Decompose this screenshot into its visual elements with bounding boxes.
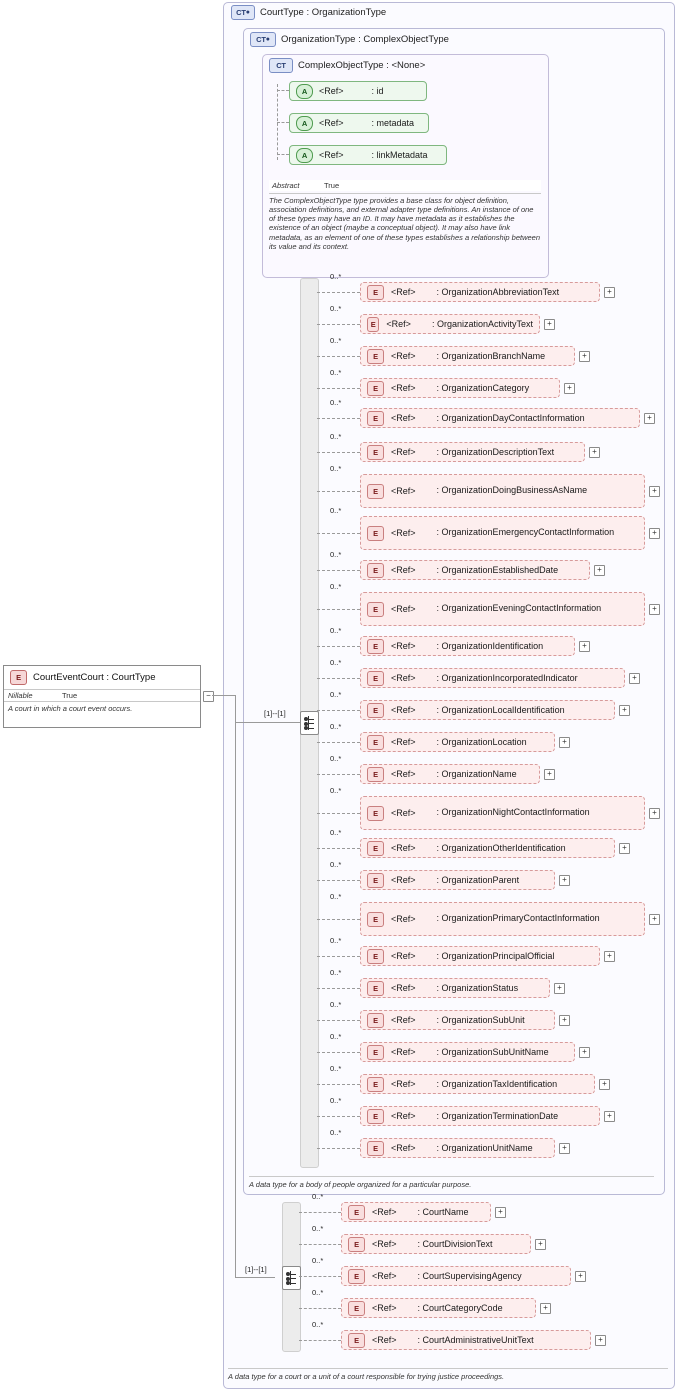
element-badge-icon: E xyxy=(367,1141,384,1156)
court-footnote-divider xyxy=(228,1368,668,1369)
element-connector xyxy=(317,1020,360,1021)
element-occurrence: 0..* xyxy=(330,432,342,441)
element-occurrence: 0..* xyxy=(330,626,342,635)
organization-occurs-label: [1]--[1] xyxy=(264,709,286,718)
element-occurrence: 0..* xyxy=(330,936,342,945)
element-badge-icon: E xyxy=(367,602,384,617)
element-ref: <Ref> xyxy=(372,1239,397,1249)
element-ref: <Ref> xyxy=(391,808,416,818)
panel-organizationtype-header xyxy=(250,32,449,47)
element-ref: <Ref> xyxy=(391,413,416,423)
element-connector xyxy=(317,570,360,571)
element-badge-icon: E xyxy=(367,411,384,426)
element-occurrence: 0..* xyxy=(330,336,342,345)
element-expand-toggle[interactable]: + xyxy=(649,914,660,925)
element-node[interactable] xyxy=(341,1202,491,1222)
element-badge-icon: E xyxy=(367,563,384,578)
attribute-badge-icon: A xyxy=(296,148,313,163)
element-connector xyxy=(317,678,360,679)
element-ref: <Ref> xyxy=(391,1047,416,1057)
element-expand-toggle[interactable]: + xyxy=(594,565,605,576)
element-label: : OrganizationDoingBusinessAsName xyxy=(436,485,588,496)
divider xyxy=(269,193,541,194)
panel-courttype-title: CourtType : OrganizationType xyxy=(260,7,387,18)
element-node[interactable] xyxy=(360,516,645,550)
element-connector xyxy=(317,418,360,419)
element-label: : OrganizationTerminationDate xyxy=(436,1111,559,1121)
court-footnote: A data type for a court or a unit of a court responsible for trying justice proceedings. xyxy=(228,1372,505,1381)
element-ref: <Ref> xyxy=(391,1143,416,1153)
attribute-label: : metadata xyxy=(371,118,415,128)
element-expand-toggle[interactable]: + xyxy=(619,843,630,854)
element-connector xyxy=(317,919,360,920)
element-connector xyxy=(317,813,360,814)
element-badge-icon: E xyxy=(367,981,384,996)
type-branch-upper xyxy=(235,695,236,723)
element-occurrence: 0..* xyxy=(330,754,342,763)
element-ref: <Ref> xyxy=(372,1207,397,1217)
element-badge-icon: E xyxy=(367,1045,384,1060)
element-node[interactable] xyxy=(360,474,645,508)
element-occurrence: 0..* xyxy=(330,550,342,559)
element-label: : OrganizationStatus xyxy=(436,983,519,993)
element-ref: <Ref> xyxy=(372,1335,397,1345)
element-badge-icon: E xyxy=(367,912,384,927)
attribute-ref: <Ref> xyxy=(319,86,344,96)
element-connector xyxy=(317,388,360,389)
element-connector xyxy=(317,1052,360,1053)
element-badge-icon: E xyxy=(367,949,384,964)
element-expand-toggle[interactable]: + xyxy=(604,1111,615,1122)
element-ref: <Ref> xyxy=(391,1015,416,1025)
element-badge-icon: E xyxy=(367,526,384,541)
element-label: : OrganizationName xyxy=(436,769,517,779)
element-connector xyxy=(317,848,360,849)
branch-to-court xyxy=(235,1277,275,1278)
element-node[interactable] xyxy=(360,346,575,366)
element-badge-icon: E xyxy=(348,1333,365,1348)
attribute-label: : id xyxy=(371,86,384,96)
element-connector xyxy=(317,356,360,357)
branch-to-organization xyxy=(235,722,285,723)
attribute-id[interactable] xyxy=(289,81,427,101)
element-expand-toggle[interactable]: + xyxy=(629,673,640,684)
element-badge-icon: E xyxy=(367,841,384,856)
element-node[interactable] xyxy=(360,870,555,890)
element-occurrence: 0..* xyxy=(330,1128,342,1137)
element-badge-icon: E xyxy=(367,703,384,718)
element-node[interactable] xyxy=(360,282,600,302)
court-occurs-label: [1]--[1] xyxy=(245,1265,267,1274)
element-label: : OrganizationActivityText xyxy=(431,319,533,329)
element-connector xyxy=(299,1212,341,1213)
element-node[interactable] xyxy=(360,978,550,998)
attr-connector-id xyxy=(277,90,289,91)
element-occurrence: 0..* xyxy=(312,1256,324,1265)
element-ref: <Ref> xyxy=(391,673,416,683)
element-label: : CourtSupervisingAgency xyxy=(417,1271,522,1281)
element-node[interactable] xyxy=(360,442,585,462)
element-ref: <Ref> xyxy=(391,1079,416,1089)
element-node[interactable] xyxy=(360,796,645,830)
element-node[interactable] xyxy=(360,408,640,428)
element-badge-icon: E xyxy=(10,670,27,685)
element-node[interactable] xyxy=(360,378,560,398)
attribute-label: : linkMetadata xyxy=(371,150,428,160)
element-label: : OrganizationOtherIdentification xyxy=(436,843,566,853)
element-connector xyxy=(317,1084,360,1085)
element-node[interactable] xyxy=(360,314,540,334)
element-expand-toggle[interactable]: + xyxy=(544,319,555,330)
element-label: : OrganizationNightContactInformation xyxy=(436,807,590,818)
element-ref: <Ref> xyxy=(372,1271,397,1281)
element-label: : OrganizationDayContactInformation xyxy=(436,413,585,423)
panel-complexobjecttype-header xyxy=(269,58,425,73)
element-expand-toggle[interactable]: + xyxy=(559,1143,570,1154)
element-occurrence: 0..* xyxy=(330,968,342,977)
element-node[interactable] xyxy=(360,1074,595,1094)
element-ref: <Ref> xyxy=(391,383,416,393)
ct-badge-icon: CT xyxy=(269,58,293,73)
element-occurrence: 0..* xyxy=(330,1064,342,1073)
element-occurrence: 0..* xyxy=(312,1224,324,1233)
element-connector xyxy=(317,988,360,989)
abstract-value: True xyxy=(324,181,340,190)
element-expand-toggle[interactable]: + xyxy=(619,705,630,716)
element-badge-icon: E xyxy=(348,1237,365,1252)
element-ref: <Ref> xyxy=(391,737,416,747)
element-ref: <Ref> xyxy=(391,565,416,575)
panel-courttype-header xyxy=(231,5,386,20)
element-node[interactable] xyxy=(360,838,615,858)
element-node[interactable] xyxy=(341,1298,536,1318)
root-element-courteventcourt[interactable] xyxy=(3,665,201,728)
ct-badge-icon: CT ● xyxy=(231,5,255,20)
element-node[interactable] xyxy=(360,560,590,580)
element-connector xyxy=(317,742,360,743)
root-expand-toggle[interactable]: − xyxy=(203,691,214,702)
element-badge-icon: E xyxy=(367,671,384,686)
complexobjecttype-info-table xyxy=(269,180,541,191)
element-occurrence: 0..* xyxy=(312,1320,324,1329)
element-expand-toggle[interactable]: + xyxy=(604,951,615,962)
element-expand-toggle[interactable]: + xyxy=(649,808,660,819)
element-node[interactable] xyxy=(360,700,615,720)
element-expand-toggle[interactable]: + xyxy=(595,1335,606,1346)
element-expand-toggle[interactable]: + xyxy=(649,486,660,497)
element-expand-toggle[interactable]: + xyxy=(649,604,660,615)
element-occurrence: 0..* xyxy=(330,304,342,313)
element-badge-icon: E xyxy=(367,484,384,499)
element-ref: <Ref> xyxy=(391,983,416,993)
element-badge-icon: E xyxy=(348,1301,365,1316)
element-node[interactable] xyxy=(341,1266,571,1286)
element-connector xyxy=(299,1276,341,1277)
element-label: : OrganizationParent xyxy=(436,875,520,885)
element-connector xyxy=(317,491,360,492)
element-node[interactable] xyxy=(360,1106,600,1126)
element-node[interactable] xyxy=(360,1138,555,1158)
element-label: : OrganizationSubUnit xyxy=(436,1015,525,1025)
attr-connector-linkmetadata xyxy=(277,154,289,155)
attribute-ref: <Ref> xyxy=(319,118,344,128)
element-badge-icon: E xyxy=(367,767,384,782)
element-label: : OrganizationAbbreviationText xyxy=(436,287,560,297)
root-element-title: CourtEventCourt : CourtType xyxy=(33,672,156,683)
element-occurrence: 0..* xyxy=(330,582,342,591)
element-badge-icon: E xyxy=(367,381,384,396)
element-badge-icon: E xyxy=(367,873,384,888)
element-expand-toggle[interactable]: + xyxy=(535,1239,546,1250)
element-occurrence: 0..* xyxy=(330,690,342,699)
element-ref: <Ref> xyxy=(391,914,416,924)
element-expand-toggle[interactable]: + xyxy=(540,1303,551,1314)
attribute-ref: <Ref> xyxy=(319,150,344,160)
element-connector xyxy=(317,533,360,534)
panel-complexobjecttype-title: ComplexObjectType : <None> xyxy=(298,60,426,71)
element-ref: <Ref> xyxy=(391,447,416,457)
element-occurrence: 0..* xyxy=(330,828,342,837)
root-connector xyxy=(212,695,224,696)
abstract-key: Abstract xyxy=(272,181,300,190)
element-label: : OrganizationUnitName xyxy=(436,1143,533,1153)
panel-organizationtype-title: OrganizationType : ComplexObjectType xyxy=(281,34,449,45)
element-expand-toggle[interactable]: + xyxy=(604,287,615,298)
element-ref: <Ref> xyxy=(391,486,416,496)
element-occurrence: 0..* xyxy=(330,786,342,795)
element-connector xyxy=(317,880,360,881)
element-node[interactable] xyxy=(360,1010,555,1030)
ct-badge-icon: CT ● xyxy=(250,32,276,47)
attribute-badge-icon: A xyxy=(296,84,313,99)
element-connector xyxy=(299,1340,341,1341)
element-badge-icon: E xyxy=(367,285,384,300)
element-expand-toggle[interactable]: + xyxy=(554,983,565,994)
element-node[interactable] xyxy=(360,764,540,784)
element-ref: <Ref> xyxy=(391,351,416,361)
element-label: : OrganizationPrimaryContactInformation xyxy=(436,913,600,924)
element-occurrence: 0..* xyxy=(330,368,342,377)
element-badge-icon: E xyxy=(367,1077,384,1092)
element-label: : OrganizationIncorporatedIndicator xyxy=(436,673,578,683)
element-occurrence: 0..* xyxy=(330,658,342,667)
element-expand-toggle[interactable]: + xyxy=(564,383,575,394)
element-expand-toggle[interactable]: + xyxy=(544,769,555,780)
element-expand-toggle[interactable]: + xyxy=(644,413,655,424)
element-connector xyxy=(299,1244,341,1245)
element-expand-toggle[interactable]: + xyxy=(579,351,590,362)
element-label: : CourtDivisionText xyxy=(417,1239,493,1249)
element-occurrence: 0..* xyxy=(312,1192,324,1201)
organization-sequence-icon[interactable] xyxy=(300,711,319,735)
element-occurrence: 0..* xyxy=(330,1032,342,1041)
element-node[interactable] xyxy=(341,1330,591,1350)
element-occurrence: 0..* xyxy=(330,1000,342,1009)
element-ref: <Ref> xyxy=(391,875,416,885)
element-node[interactable] xyxy=(360,636,575,656)
element-node[interactable] xyxy=(360,946,600,966)
element-ref: <Ref> xyxy=(391,1111,416,1121)
element-badge-icon: E xyxy=(348,1269,365,1284)
element-badge-icon: E xyxy=(367,445,384,460)
element-ref: <Ref> xyxy=(391,528,416,538)
element-expand-toggle[interactable]: + xyxy=(495,1207,506,1218)
element-connector xyxy=(317,324,360,325)
element-connector xyxy=(317,1116,360,1117)
element-ref: <Ref> xyxy=(391,287,416,297)
element-badge-icon: E xyxy=(367,1109,384,1124)
court-sequence-icon[interactable] xyxy=(282,1266,301,1290)
element-occurrence: 0..* xyxy=(312,1288,324,1297)
element-occurrence: 0..* xyxy=(330,1096,342,1105)
element-connector xyxy=(317,956,360,957)
element-badge-icon: E xyxy=(367,735,384,750)
element-ref: <Ref> xyxy=(391,705,416,715)
element-expand-toggle[interactable]: + xyxy=(589,447,600,458)
element-connector xyxy=(317,292,360,293)
element-badge-icon: E xyxy=(367,806,384,821)
element-ref: <Ref> xyxy=(391,951,416,961)
element-connector xyxy=(317,609,360,610)
root-element-description: A court in which a court event occurs. xyxy=(4,701,200,715)
element-ref: <Ref> xyxy=(391,843,416,853)
element-connector xyxy=(317,452,360,453)
element-label: : OrganizationEveningContactInformation xyxy=(436,603,602,614)
element-occurrence: 0..* xyxy=(330,506,342,515)
element-ref: <Ref> xyxy=(391,769,416,779)
element-label: : CourtName xyxy=(417,1207,469,1217)
element-occurrence: 0..* xyxy=(330,722,342,731)
element-badge-icon: E xyxy=(367,317,379,332)
element-label: : OrganizationEmergencyContactInformation xyxy=(436,527,615,538)
element-connector xyxy=(317,710,360,711)
element-expand-toggle[interactable]: + xyxy=(559,1015,570,1026)
type-branch-top xyxy=(224,695,235,696)
element-ref: <Ref> xyxy=(386,319,411,329)
organization-footnote: A data type for a body of people organized for a particular purpose. xyxy=(249,1180,472,1189)
attr-connector-metadata xyxy=(277,122,289,123)
element-node[interactable] xyxy=(341,1234,531,1254)
element-label: : OrganizationIdentification xyxy=(436,641,544,651)
type-branch-vertical xyxy=(235,722,236,1277)
element-badge-icon: E xyxy=(367,349,384,364)
attribute-metadata[interactable] xyxy=(289,113,429,133)
element-expand-toggle[interactable]: + xyxy=(579,1047,590,1058)
element-node[interactable] xyxy=(360,668,625,688)
element-ref: <Ref> xyxy=(391,604,416,614)
element-expand-toggle[interactable]: + xyxy=(575,1271,586,1282)
element-label: : CourtCategoryCode xyxy=(417,1303,503,1313)
complexobjecttype-note: The ComplexObjectType type provides a base class for object definition, association definitions, and external adapter type definitions. An instance of one of these types may have an ID. It may have metadata as it establishes the existence of an object (maybe a conceptual object). It may also have link metadata, as an element of one of these types establishes a relationship between its value and its context. xyxy=(269,196,541,251)
nillable-value: True xyxy=(62,691,78,700)
element-label: : OrganizationCategory xyxy=(436,383,530,393)
element-occurrence: 0..* xyxy=(330,398,342,407)
element-label: : OrganizationEstablishedDate xyxy=(436,565,559,575)
element-occurrence: 0..* xyxy=(330,892,342,901)
element-expand-toggle[interactable]: + xyxy=(559,737,570,748)
element-label: : OrganizationTaxIdentification xyxy=(436,1079,558,1089)
element-node[interactable] xyxy=(360,592,645,626)
element-expand-toggle[interactable]: + xyxy=(559,875,570,886)
element-label: : CourtAdministrativeUnitText xyxy=(417,1335,534,1345)
element-label: : OrganizationLocation xyxy=(436,737,527,747)
element-badge-icon: E xyxy=(367,639,384,654)
element-label: : OrganizationPrincipalOfficial xyxy=(436,951,555,961)
element-label: : OrganizationLocalIdentification xyxy=(436,705,565,715)
element-occurrence: 0..* xyxy=(330,464,342,473)
element-label: : OrganizationBranchName xyxy=(436,351,546,361)
organization-sequence-connector xyxy=(285,722,300,723)
element-label: : OrganizationSubUnitName xyxy=(436,1047,549,1057)
element-ref: <Ref> xyxy=(391,641,416,651)
organization-footnote-divider xyxy=(249,1176,654,1177)
element-badge-icon: E xyxy=(367,1013,384,1028)
element-node[interactable] xyxy=(360,732,555,752)
element-connector xyxy=(317,646,360,647)
element-expand-toggle[interactable]: + xyxy=(579,641,590,652)
attribute-linkmetadata[interactable] xyxy=(289,145,447,165)
element-connector xyxy=(317,1148,360,1149)
element-expand-toggle[interactable]: + xyxy=(599,1079,610,1090)
element-occurrence: 0..* xyxy=(330,272,342,281)
element-label: : OrganizationDescriptionText xyxy=(436,447,555,457)
element-connector xyxy=(299,1308,341,1309)
element-ref: <Ref> xyxy=(372,1303,397,1313)
element-occurrence: 0..* xyxy=(330,860,342,869)
nillable-key: Nillable xyxy=(8,691,33,700)
element-expand-toggle[interactable]: + xyxy=(649,528,660,539)
element-node[interactable] xyxy=(360,1042,575,1062)
element-badge-icon: E xyxy=(348,1205,365,1220)
attribute-badge-icon: A xyxy=(296,116,313,131)
element-node[interactable] xyxy=(360,902,645,936)
element-connector xyxy=(317,774,360,775)
